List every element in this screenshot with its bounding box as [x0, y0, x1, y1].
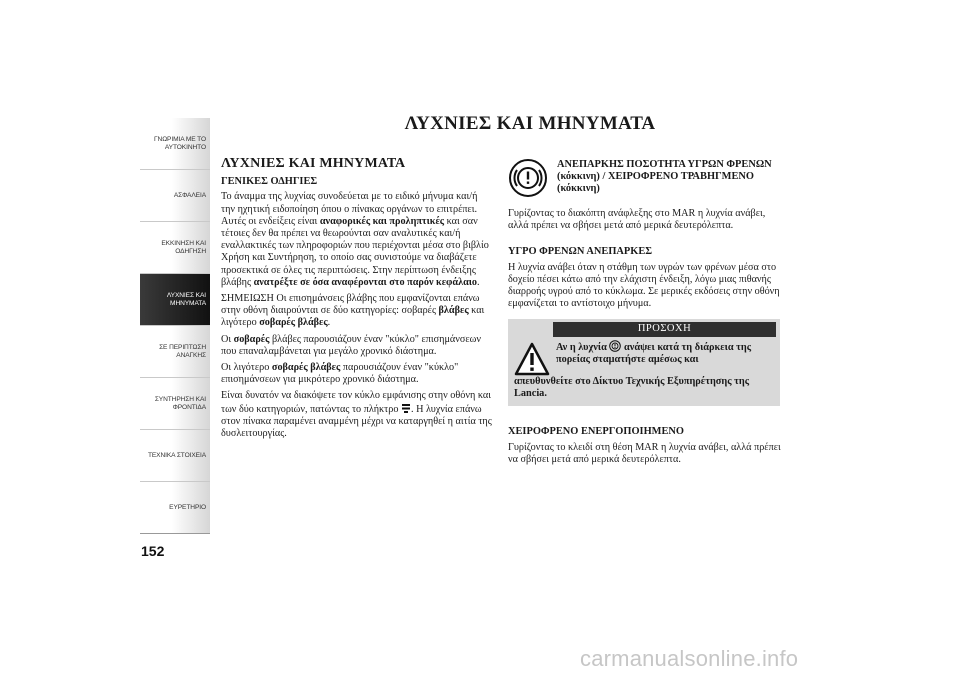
- sidebar-item-label: ΕΚΚΙΝΗΣΗ ΚΑΙ ΟΔΗΓΗΣΗ: [161, 239, 206, 255]
- sidebar-item-label: ΓΝΩΡΙΜΙΑ ΜΕ ΤΟ ΑΥΤΟΚΙΝΗΤΟ: [154, 135, 206, 151]
- paragraph-handbrake: Γυρίζοντας το κλειδί στη θέση MAR η λυχνία ανάβει, αλλά πρέπει να σβήσει μετά από μερικά δευτερόλεπτα.: [508, 441, 781, 465]
- sidebar-item-label: ΑΣΦΑΛΕΙΑ: [173, 191, 206, 199]
- text-bold: σοβαρές βλάβες: [271, 362, 341, 374]
- text: .: [327, 317, 331, 329]
- warning-triangle-icon: [514, 342, 550, 376]
- text: βλάβες παρουσιάζουν έναν "κύκλο" επισημάνσεων που επαναλαμβάνεται για μεγάλο χρονικό διάστημα.: [221, 333, 481, 357]
- caution-text-line: [556, 340, 774, 376]
- caution-body: [508, 334, 780, 376]
- brake-warning-icon: [508, 158, 548, 198]
- right-column: [508, 158, 783, 470]
- sidebar-item-maintenance[interactable]: [140, 378, 210, 430]
- sidebar-item-starting-driving[interactable]: [140, 222, 210, 274]
- text: Το άναμμα της λυχνίας συνοδεύεται με το ειδικό μήνυμα και/ή την ηχητική ειδοποίηση όπου ο πίνακας οργάνων το επιτρέπει. Αυτές οι ενδείξεις είναι: [221, 191, 478, 227]
- text-bold: σοβαρές: [233, 333, 270, 345]
- text: .: [477, 276, 480, 288]
- text: ΣΗΜΕΙΩΣΗ Οι επισημάνσεις βλάβης που εμφανίζονται επάνω στην οθόνη διαιρούνται σε δύο κατηγορίες: σοβαρές: [221, 293, 480, 317]
- page-number: 152: [141, 543, 165, 559]
- paragraph-intro: [221, 191, 493, 289]
- page-title: ΛΥΧΝΙΕΣ ΚΑΙ ΜΗΝΥΜΑΤΑ: [404, 113, 656, 134]
- sidebar-item-label: ΛΥΧΝΙΕΣ ΚΑΙ ΜΗΝΥΜΑΤΑ: [166, 291, 206, 307]
- paragraph-warning: Γυρίζοντας το διακόπτη ανάφλεξης στο MAR η λυχνία ανάβει, αλλά πρέπει να σβήσει μετά από μερικά δευτερόλεπτα.: [508, 208, 766, 232]
- text: Είναι δυνατόν να διακόψετε τον κύκλο εμφάνισης στην οθόνη και των δύο κατηγοριών, πατώντας το πλήκτρο: [221, 390, 491, 415]
- text-bold: σοβαρές βλάβες: [259, 317, 328, 329]
- brake-warning-header: [508, 158, 783, 198]
- text-bold: ανατρέξτε σε όσα αναφέρονται στο παρόν κεφάλαιο: [253, 276, 478, 288]
- sidebar-item-warnings[interactable]: [140, 274, 210, 326]
- section-heading: ΛΥΧΝΙΕΣ ΚΑΙ ΜΗΝΥΜΑΤΑ: [221, 156, 406, 171]
- sidebar-item-label: ΣΕ ΠΕΡΙΠΤΩΣΗ ΑΝΑΓΚΗΣ: [159, 343, 206, 359]
- paragraph-interrupt: [221, 390, 493, 440]
- sidebar-item-label: ΤΕΧΝΙΚΑ ΣΤΟΙΧΕΙΑ: [147, 451, 206, 459]
- brake-warning-icon: [609, 340, 621, 352]
- caution-heading: ΠΡΟΣΟΧΗ: [553, 322, 776, 336]
- left-column: [221, 158, 493, 444]
- text: Αν η λυχνία: [556, 341, 610, 353]
- sidebar-item-intro[interactable]: [140, 118, 210, 170]
- sidebar-item-index[interactable]: [140, 482, 210, 534]
- text: παρουσιάζουν έναν "κύκλο" επισημάνσεων για μικρότερο χρονικό διάστημα.: [221, 362, 459, 386]
- sidebar-item-safety[interactable]: [140, 170, 210, 222]
- sidebar-item-label: ΣΥΝΤΗΡΗΣΗ ΚΑΙ ΦΡΟΝΤΙΔΑ: [154, 395, 206, 411]
- menu-button-icon: [401, 403, 411, 414]
- subheading-general: ΓΕΝΙΚΕΣ ΟΔΗΓΙΕΣ: [221, 176, 318, 188]
- subheading-handbrake: ΧΕΙΡΟΦΡΕΝΟ ΕΝΕΡΓΟΠΟΙΗΜΕΝΟ: [508, 426, 685, 438]
- chapter-sidebar: [140, 118, 210, 534]
- text-bold: αναφορικές και προληπτικές: [319, 215, 445, 227]
- sidebar-item-emergency[interactable]: [140, 326, 210, 378]
- caution-box: [508, 319, 780, 406]
- text-bold: βλάβες: [438, 305, 469, 317]
- text: και λιγότερο: [221, 305, 485, 329]
- subheading-fluid: ΥΓΡΟ ΦΡΕΝΩΝ ΑΝΕΠΑΡΚΕΣ: [508, 246, 653, 258]
- caution-text-continued: απευθυνθείτε στο Δίκτυο Τεχνικής Εξυπηρέτησης της Lancia.: [514, 375, 750, 400]
- sidebar-item-technical[interactable]: [140, 430, 210, 482]
- text: και σαν τέτοιες δεν θα πρέπει να θεωρούνται σαν αναλυτικές και/ή εναλλακτικές των πληροφοριών που περιέχονται μέσα στο βιβλίο Χρήση και Συντήρηση, το οποίο σας συνιστούμε να διαβάζετε προσεκτικά σε όλες τις περιπτώσεις. Στην περίπτωση ένδειξης βλάβης: [221, 215, 489, 288]
- paragraph-note: [221, 293, 493, 330]
- paragraph-fluid: Η λυχνία ανάβει όταν η στάθμη των υγρών των φρένων μέσα στο δοχείο πέσει κάτω από την ελάχιστη ένδειξη, λόγω μιας πιθανής διαρροής υγρού από το κύκλωμα. Σε μερικές εκδόσεις στην οθόνη εμφανίζεται το αντίστοιχο μήνυμα.: [508, 261, 780, 310]
- watermark: carmanualsonline.info: [580, 646, 799, 671]
- text: . Η λυχνία επάνω στον πίνακα παραμένει αναμμένη μέχρι να καταργηθεί η αιτία της δυσλειτουργίας.: [221, 403, 492, 440]
- page-number-rule: [140, 533, 210, 534]
- sidebar-item-label: ΕΥΡΕΤΗΡΙΟ: [169, 503, 206, 511]
- text: Οι: [221, 333, 234, 345]
- paragraph-less-serious: [221, 362, 493, 386]
- text: Οι λιγότερο: [221, 362, 272, 374]
- paragraph-serious: [221, 334, 493, 358]
- brake-warning-title: ΑΝΕΠΑΡΚΗΣ ΠΟΣΟΤΗΤΑ ΥΓΡΩΝ ΦΡΕΝΩΝ (κόκκινη) / ΧΕΙΡΟΦΡΕΝΟ ΤΡΑΒΗΓΜΕΝΟ (κόκκινη): [557, 159, 772, 194]
- text: ανάψει κατά τη διάρκεια της πορείας σταματήστε αμέσως και: [556, 341, 752, 366]
